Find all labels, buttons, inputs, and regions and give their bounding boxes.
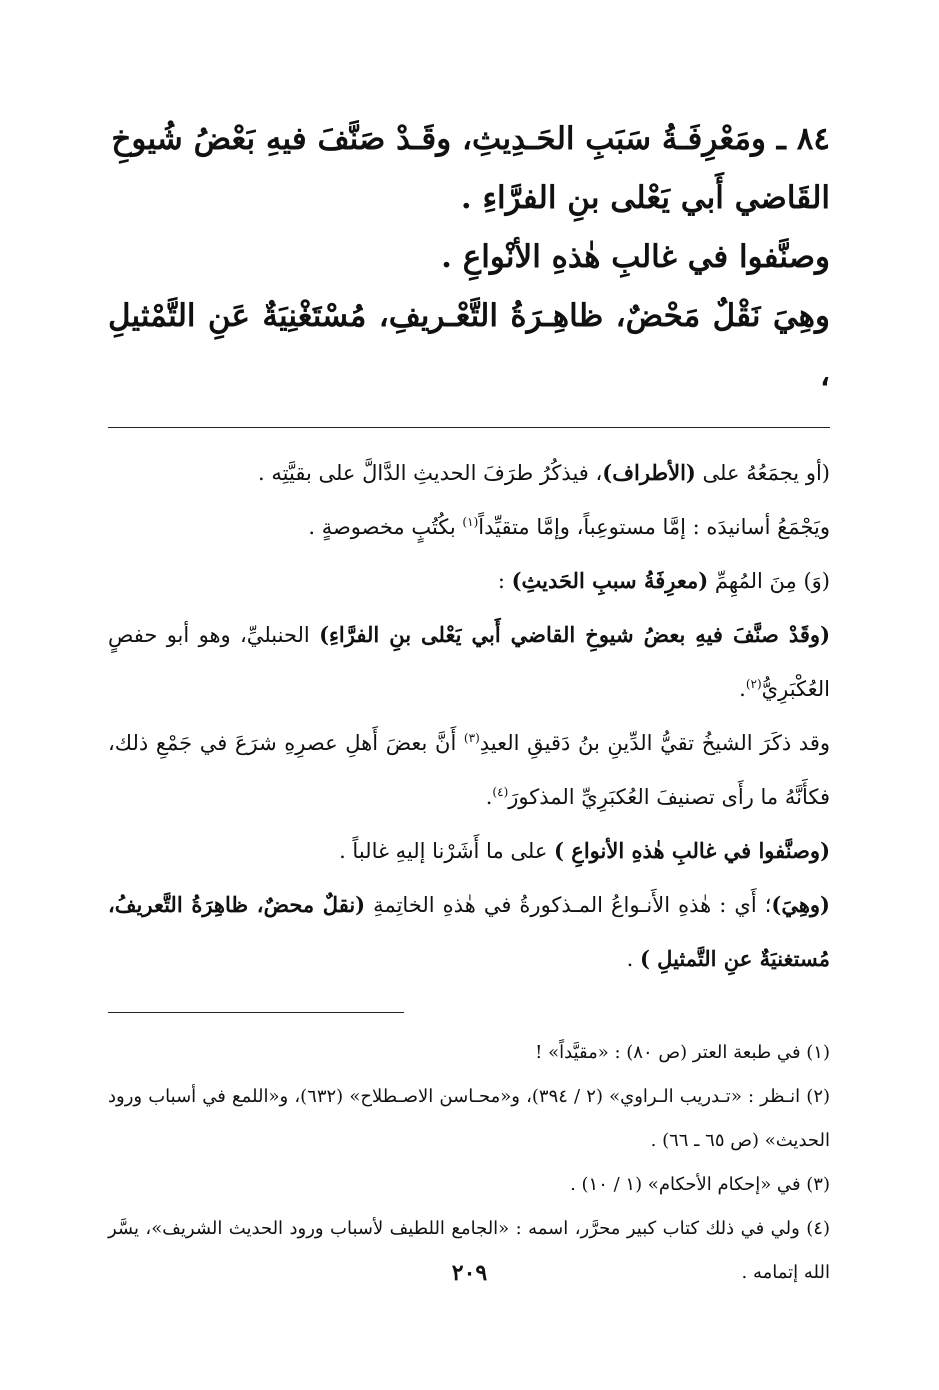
commentary-paragraph: [108, 500, 830, 554]
commentary-text: وقد ذكَرَ الشيخُ تقيُّ الدِّينِ بنُ دَقيقِ العيدِ: [479, 731, 830, 755]
commentary-text: الحنبليِّ، وهو أبو حفصٍ العُكْبَرِيُّ: [108, 623, 830, 701]
footnote: (٣) في «إحكام الأحكام» (١ / ١٠) .: [570, 1174, 830, 1195]
footnote-marker: (١): [462, 515, 479, 529]
commentary-bold-text: (وهِيَ): [771, 892, 830, 917]
commentary-text: (وَ) مِنَ المُهِمِّ: [708, 569, 830, 593]
commentary-paragraph: [108, 554, 830, 608]
commentary-paragraph: [108, 446, 830, 500]
main-text-line: وصنَّفوا في غالبِ هٰذهِ الأنْواعِ .: [441, 239, 830, 275]
footnote-divider: [108, 1012, 404, 1013]
commentary-text: .: [739, 677, 746, 701]
commentary-text: .: [485, 785, 493, 809]
commentary-bold-text: (الأطراف): [602, 460, 696, 485]
commentary-bold-text: (وصنَّفوا في غالبِ هٰذهِ الأنواعِ ): [554, 838, 830, 863]
commentary-text: :: [497, 569, 512, 593]
commentary-text: (أو يجمَعُهُ على: [695, 461, 830, 485]
commentary-text: .: [626, 947, 640, 971]
footnote-marker: (٤): [492, 785, 509, 799]
commentary-paragraph: [108, 824, 830, 878]
commentary-bold-text: (معرِفَةُ سببِ الحَديثِ): [511, 568, 709, 593]
commentary-bold-text: (نقلٌ محضٌ، ظاهِرَةُ التَّعريفُ، مُستغنيَةٌ عنِ التَّمثيلِ ): [108, 892, 830, 971]
commentary-text: بكُتُبٍ مخصوصةٍ .: [308, 515, 463, 539]
commentary-text: ، فيذكُرُ طرَفَ الحديثِ الدَّالَّ على بقيَّتِه .: [258, 461, 603, 485]
footnote: (٢) انـظر : «تـدريب الـراوي» (٢ / ٣٩٤)، و«محـاسن الاصـطلاح» (٦٣٢)، و«اللمع في أسباب ورود الحديث» (ص ٦٥ ـ ٦٦) .: [108, 1086, 831, 1151]
footnote: (١) في طبعة العتر (ص ٨٠) : «مقيَّداً» !: [535, 1042, 830, 1063]
main-text-line: ٨٤ ـ ومَعْرِفَـةُ سَبَبِ الحَـدِيثِ، وقَـدْ صَنَّفَ فيهِ بَعْضُ شُيوخِ: [111, 121, 830, 157]
footnote-marker: (٣): [463, 731, 480, 745]
commentary-text: أَنَّ بعضَ أَهلِ عصرِهِ شرَعَ في جَمْعِ ذلك، فكأَنَّهُ ما رأَى تصنيفَ العُكبَرِيِّ المذكورَ: [108, 731, 830, 809]
book-page: [108, 110, 830, 1360]
footnotes: [108, 1031, 830, 1295]
commentary-paragraph: [108, 608, 830, 716]
commentary-text: ويَجْمَعُ أسانيدَه : إمَّا مستوعِباً، وإمَّا متقيِّداً: [478, 515, 830, 539]
main-text: [108, 110, 830, 405]
footnote-marker: (٢): [745, 677, 762, 691]
main-divider: [108, 427, 830, 428]
commentary-bold-text: (وقَدْ صنَّفَ فيهِ بعضُ شيوخِ القاضي أَبي يَعْلى بنِ الفرَّاءِ): [319, 622, 831, 647]
commentary-paragraph: [108, 878, 830, 986]
main-text-line: القَاضي أَبي يَعْلى بنِ الفرَّاءِ .: [460, 180, 830, 216]
main-text-line: وهِيَ نَقْلٌ مَحْضٌ، ظاهِـرَةُ التَّعْـريفِ، مُسْتَغْنِيَةٌ عَنِ التَّمْثيلِ ،: [108, 298, 830, 393]
commentary-text: على ما أَشَرْنا إليهِ غالباً .: [339, 839, 555, 863]
page-number: ٢٠٩: [451, 1260, 488, 1286]
commentary: [108, 446, 830, 986]
commentary-paragraph: [108, 716, 830, 824]
commentary-text: ؛ أَي : هٰذهِ الأَنـواعُ المـذكورةُ في هٰذهِ الخاتِمةِ: [365, 893, 772, 917]
footnote: (٤) ولي في ذلك كتاب كبير محرَّر، اسمه : «الجامع اللطيف لأسباب ورود الحديث الشريف»، يسَّر الله إتمامه .: [108, 1218, 830, 1283]
